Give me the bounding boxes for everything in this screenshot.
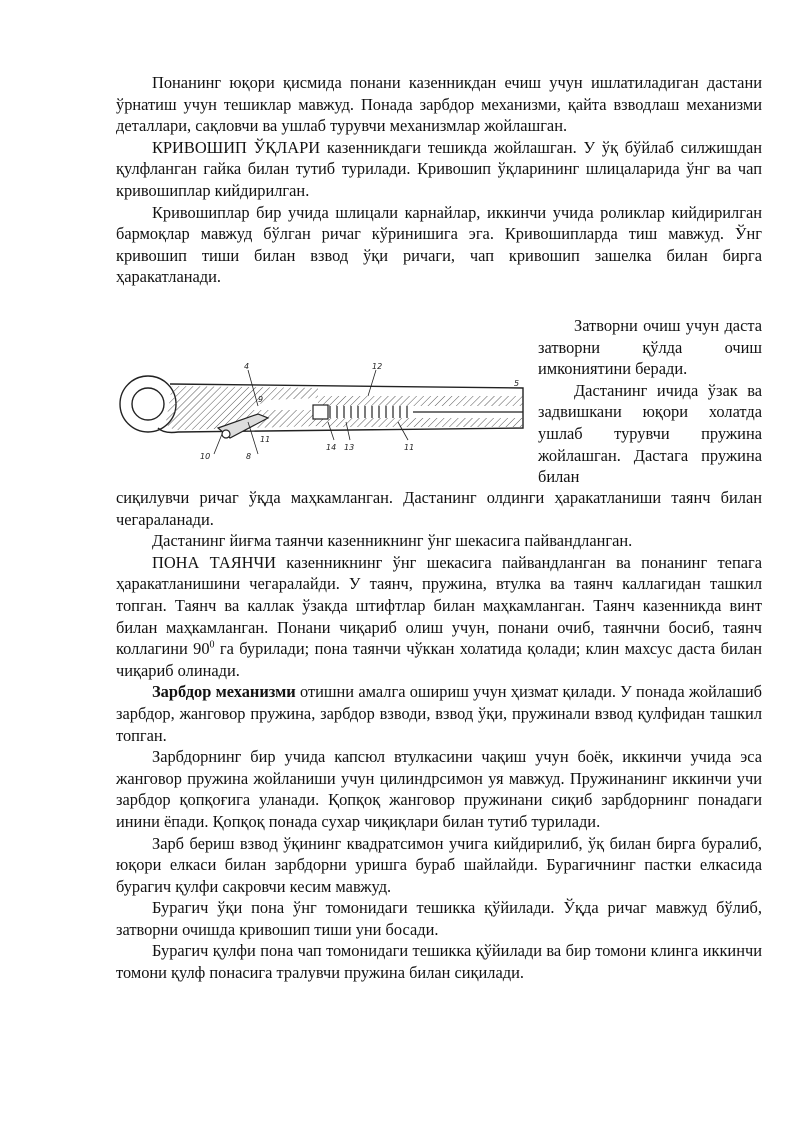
pona-support-text: ПОНА ТАЯНЧИ казенникнинг ўнг шекасига пайвандланган ва понанинг тепага ҳаракатланишини чегаралайди. У таянч, пружина, втулка ва таянч каллагидан ташкил топган. Таянч ва каллак ўзакда штифтлар билан маҳкамланган. Таянч казенникда винт билан маҳкамланган. Понани чиқариб олиш учун, понани очиб, таянчни босиб, таянч коллагини 90 [116, 552, 762, 659]
callout-label: 13 [344, 443, 355, 452]
callout-label: 12 [372, 362, 383, 371]
paragraph-pona-top: Понанинг юқори қисмида понани казенникдан ечиш учун ишлатиладиган дастани ўрнатиш учун тешиклар мавжуд. Понада зарбдор механизми, қайта взводлаш механизми деталлари, сақловчи ва ушлаб турувчи механизмлар жойлашган. [116, 73, 762, 136]
paragraph-handle-support: Дастанинг йиғма таянчи казенникнинг ўнг шекасига пайвандланган. [152, 531, 633, 551]
paragraph-krivoship-axes: КРИВОШИП ЎҚЛАРИ казенникдаги тешикда жойлашган. У ўқ бўйлаб силжишдан қулфланган гайка билан тутиб турилади. Кривошип ўқларининг шлицаларида ўнг ва чап кривошиплар кийдирилган. [116, 137, 762, 200]
firing-mechanism-heading: Зарбдор механизми [152, 682, 296, 702]
top-text [116, 72, 762, 288]
firing-mechanism-text: отишни амалга ошириш учун ҳизмат қилади. У понада жойлашиб зарбдор, жанговор пружина, зарбдор взводи, взвод ўқи, пружинали взвод қулфидан ташкил топган. [116, 682, 762, 745]
paragraph-striker: Зарбдорнинг бир учида капсюл втулкасини чақиш учун боёк, иккинчи учида эса жанговор пружина жойланиши учун цилиндрсимон уя мавжуд. Пружинанинг иккинчи учи зарбдор қопқоғига уланади. Қопқоқ жанговор пружинани сиқиб зарбдорнинг понадаги инини ёпади. Қопқоқ понада сухар чиқиқлари билан тутиб турилади. [116, 747, 762, 831]
bottom-text [116, 487, 762, 984]
callout-label: 8 [246, 452, 252, 461]
pona-support-text-end: га бурилади; пона таянчи чўккан холатида қолади; клин махсус даста билан чиқариб олинади. [116, 639, 763, 680]
callout-label: 5 [514, 379, 520, 388]
callout-label: 11 [260, 435, 271, 444]
paragraph-continuation: сиқилувчи ричаг ўқда маҳкамланган. Дастанинг олдинги ҳаракатланиши таянч билан чегараланади. [116, 488, 762, 529]
paragraph-cocking-axis: Бурагич ўқи пона ўнг томонидаги тешикка қўйилади. Ўқда ричаг мавжуд бўлиб, затворни очишда кривошип тиши уни босади. [116, 898, 762, 939]
side-column-text [538, 315, 762, 488]
paragraph-cocking-lock: Бурагич қулфи пона чап томонидаги тешикка қўйилади ва бир томони клинга иккинчи томони қулф понасига тралувчи пружина билан сиқилади. [116, 941, 762, 983]
paragraph-firing-mechanism [116, 681, 762, 746]
diagram-spring [313, 405, 523, 419]
callout-label: 14 [326, 443, 337, 452]
degree-superscript: 0 [209, 639, 215, 651]
bolt-handle-diagram [118, 362, 528, 462]
diagram-head-hole [132, 388, 164, 420]
diagram-lower-hatch [318, 418, 523, 427]
callout-label: 9 [258, 395, 264, 404]
side-text-2: Дастанинг ичида ўзак ва задвишкани юқори холатда ушлаб турувчи пружина жойлашган. Дастага пружина билан [538, 380, 762, 487]
diagram-pivot [222, 430, 230, 438]
callout-label: 4 [244, 362, 250, 371]
paragraph-pona-support [116, 552, 762, 682]
side-text-1: Затворни очиш учун даста затворни қўлда очиш имкониятини беради. [538, 316, 762, 379]
diagram-upper-hatch [318, 396, 523, 406]
paragraph-cocking: Зарб бериш взвод ўқининг квадратсимон учига кийдирилиб, ўқ билан бирга буралиб, юқори елкаси билан зарбдорни уришга бураб шайлайди. Бурагичнинг пастки елкасида бурагич қулфи сакровчи кесим мавжуд. [116, 833, 762, 896]
paragraph-krivoships: Кривошиплар бир учида шлицали карнайлар, иккинчи учида роликлар кийдирилган бармоқлар мавжуд бўлган ричаг кўринишига эга. Кривошипларда тиш мавжуд. Ўнг кривошип тиши билан взвод ўқи ричаги, чап кривошип зашелка билан бирга ҳаракатланади. [116, 202, 762, 287]
callout-label: 10 [200, 452, 211, 461]
callout-label: 11 [404, 443, 415, 452]
